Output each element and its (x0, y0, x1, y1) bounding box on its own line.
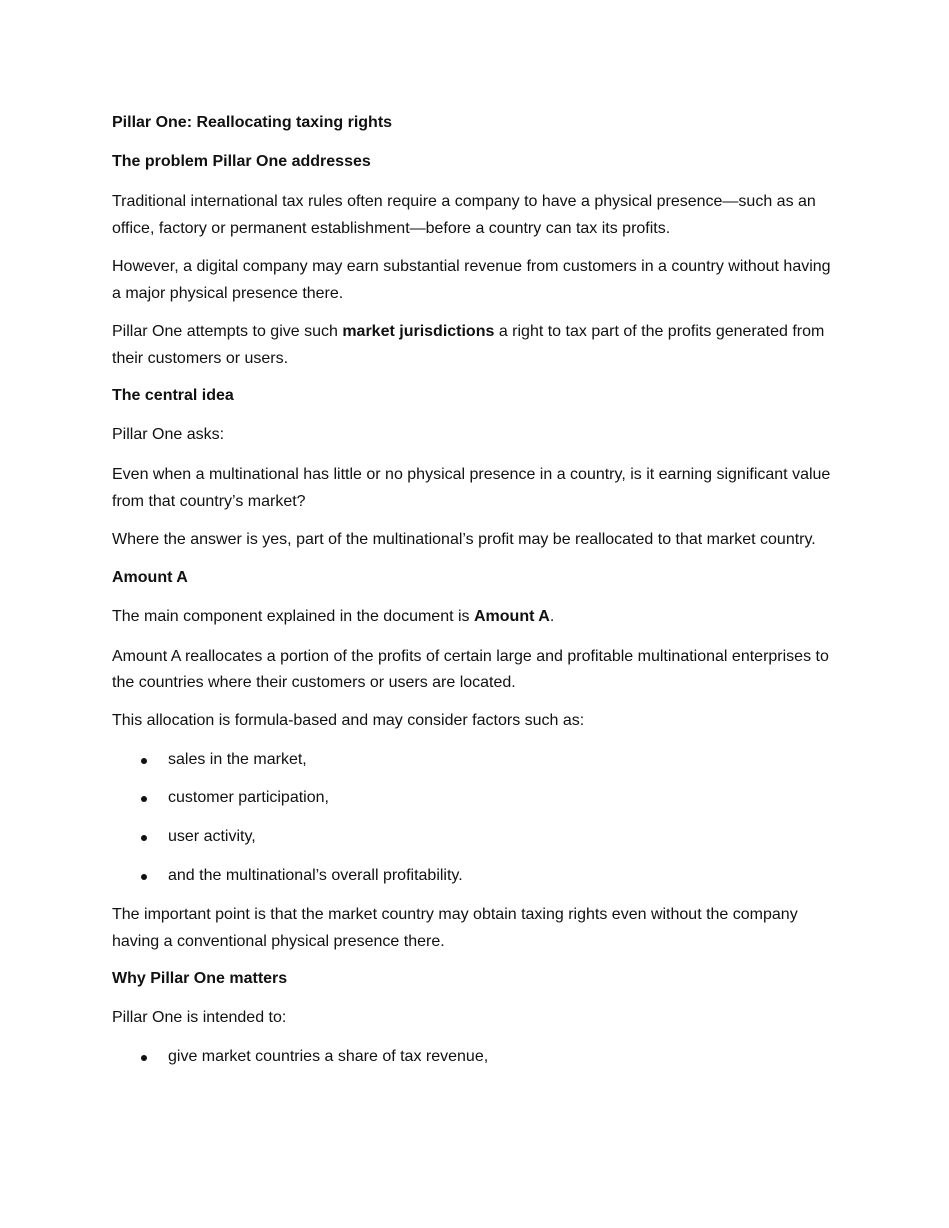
paragraph-amount-a-reallocates: Amount A reallocates a portion of the profits of certain large and profitable multinational enterprises to the countries where their customers or users are located. (112, 647, 829, 691)
bullet-icon (141, 874, 147, 880)
paragraph-traditional-rules: Traditional international tax rules often require a company to have a physical presence—such as an office, factory or permanent establishment—before a country can tax its profits. (112, 193, 816, 237)
list-item (112, 825, 839, 849)
bold-term-market-jurisdictions: market jurisdictions (342, 323, 495, 340)
section-heading-problem: The problem Pillar One addresses (112, 153, 371, 170)
paragraph-important-point: The important point is that the market country may obtain taxing rights even without the company having a conventional physical presence there. (112, 906, 798, 950)
paragraph-digital-company: However, a digital company may earn substantial revenue from customers in a country without having a major physical presence there. (112, 258, 831, 302)
paragraph-answer-yes: Where the answer is yes, part of the multinational’s profit may be reallocated to that market country. (112, 531, 816, 548)
text-span: The main component explained in the document is (112, 607, 474, 625)
paragraph-formula-based: This allocation is formula-based and may consider factors such as: (112, 711, 585, 729)
document-title: Pillar One: Reallocating taxing rights (112, 114, 393, 131)
paragraph-pillar-one-asks: Pillar One asks: (112, 426, 225, 443)
section-heading-central-idea: The central idea (112, 387, 234, 404)
list-item-text: give market countries a share of tax revenue, (168, 1048, 489, 1066)
paragraph-market-jurisdictions (112, 319, 839, 372)
text-span: a right to tax part of the profits generated from their customers or users. (112, 323, 825, 367)
bullet-icon (141, 835, 147, 841)
list-item-text: sales in the market, (168, 750, 307, 768)
bullet-icon (141, 796, 147, 802)
list-item (112, 786, 839, 810)
list-item-text: and the multinational’s overall profitability. (168, 866, 463, 884)
factors-list (112, 748, 839, 888)
section-heading-amount-a: Amount A (112, 568, 188, 586)
list-item (112, 1045, 839, 1069)
list-item-text: customer participation, (168, 789, 329, 807)
text-span: . (549, 607, 555, 625)
list-item (112, 864, 839, 888)
bullet-icon (141, 758, 147, 764)
bullet-icon (141, 1055, 147, 1061)
bold-term-amount-a: Amount A (474, 607, 550, 625)
paragraph-main-component (112, 605, 839, 629)
list-item (112, 748, 839, 772)
paragraph-question: Even when a multinational has little or no physical presence in a country, is it earning significant value from that country’s market? (112, 466, 831, 510)
paragraph-intended-to: Pillar One is intended to: (112, 1009, 287, 1027)
list-item-text: user activity, (168, 827, 256, 845)
intentions-list (112, 1045, 839, 1069)
section-heading-why-matters: Why Pillar One matters (112, 970, 288, 988)
text-span: Pillar One attempts to give such (112, 323, 343, 340)
